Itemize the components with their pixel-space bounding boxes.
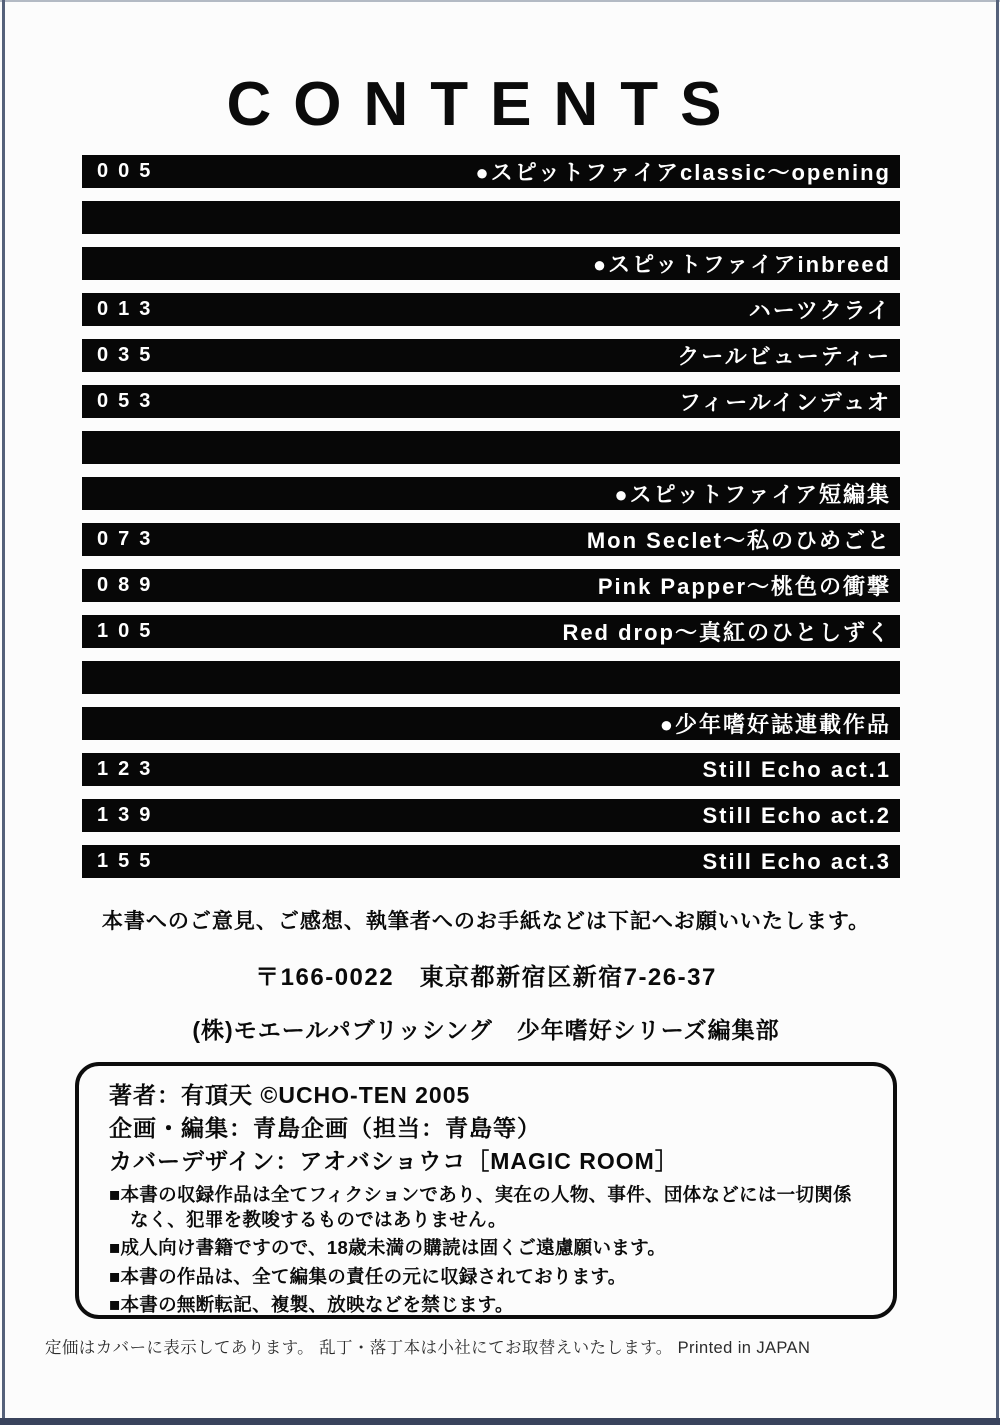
toc-page-number: 053: [97, 390, 161, 412]
table-of-contents: [82, 155, 900, 891]
toc-section-title: ●スピットファイア短編集: [614, 482, 891, 507]
toc-entry-title: Still Echo act.1: [702, 756, 891, 782]
feedback-note: 本書へのご意見、ご感想、執筆者へのお手紙などは下記へお願いいたします。: [101, 910, 871, 933]
toc-page-number: 005: [97, 160, 161, 182]
toc-entry-bar: [82, 615, 900, 648]
toc-entry-title: Still Echo act.3: [702, 848, 891, 874]
toc-entry-title: ●スピットファイアclassic〜opening: [475, 160, 891, 185]
toc-entry-bar: [82, 523, 900, 556]
toc-section-bar: [82, 247, 900, 280]
page-edge-left: [2, 0, 5, 1425]
toc-entry-bar: [82, 569, 900, 602]
toc-page-number: 013: [97, 298, 161, 320]
toc-entry-title: ハーツクライ: [748, 298, 891, 323]
disclaimer-notes: [109, 1183, 869, 1318]
toc-entry-bar: [82, 753, 900, 786]
toc-page-number: 089: [97, 574, 161, 596]
author-credit: 著者：有頂天 ©UCHO-TEN 2005: [109, 1082, 471, 1108]
toc-entry-title: Still Echo act.2: [702, 802, 891, 828]
toc-entry-bar: [82, 799, 900, 832]
toc-page-number: 139: [97, 804, 161, 826]
publisher-name: (株)モエールパブリッシング 少年嗜好シリーズ編集部: [192, 1017, 780, 1043]
disclaimer-note: ■成人向け書籍ですので、18歳未満の購読は固くご遠慮願います。: [109, 1237, 667, 1258]
toc-divider-bar: [82, 201, 900, 234]
page-edge-right: [996, 0, 999, 1425]
contact-block: [0, 905, 972, 1045]
toc-section-title: ●スピットファイアinbreed: [592, 252, 891, 277]
postal-address: 〒166-0022 東京都新宿区新宿7-26-37: [255, 964, 717, 991]
toc-entry-bar: [82, 293, 900, 326]
credits-box: [75, 1062, 897, 1319]
toc-entry-bar: [82, 385, 900, 418]
toc-page-number: 155: [97, 850, 161, 872]
toc-section-bar: [82, 707, 900, 740]
page-edge-bottom: [0, 1418, 1000, 1425]
disclaimer-note: ■本書の収録作品は全てフィクションであり、実在の人物、事件、団体などには一切関係なく、犯罪を教唆するものではありません。: [109, 1184, 852, 1230]
toc-entry-title: Red drop〜真紅のひとしずく: [562, 620, 891, 645]
toc-page-number: 123: [97, 758, 161, 780]
colophon-line: 定価はカバーに表示してあります。 乱丁・落丁本は小社にてお取替えいたします。 Printed in JAPAN: [45, 1339, 811, 1357]
toc-divider-bar: [82, 431, 900, 464]
toc-entry-bar: [82, 845, 900, 878]
toc-page-number: 105: [97, 620, 161, 642]
toc-entry-title: クールビューティー: [677, 344, 891, 369]
page-edge-top: [0, 0, 1000, 2]
toc-section-title: ●少年嗜好誌連載作品: [659, 712, 891, 737]
toc-entry-bar: [82, 339, 900, 372]
disclaimer-note: ■本書の作品は、全て編集の責任の元に収録されております。: [109, 1265, 627, 1287]
editing-credit: 企画・編集：青島企画（担当：青島等）: [109, 1115, 541, 1141]
toc-entry-title: Mon Seclet〜私のひめごと: [586, 528, 891, 553]
page-title: CONTENTS: [226, 70, 744, 139]
toc-entry-bar: [82, 155, 900, 188]
toc-page-number: 035: [97, 344, 161, 366]
toc-entry-title: フィールインデュオ: [678, 390, 891, 415]
toc-divider-bar: [82, 661, 900, 694]
toc-page-number: 073: [97, 528, 161, 550]
disclaimer-note: ■本書の無断転記、複製、放映などを禁じます。: [109, 1294, 514, 1315]
cover-design-credit: カバーデザイン：アオバショウコ［MAGIC ROOM］: [109, 1148, 679, 1174]
toc-section-bar: [82, 477, 900, 510]
toc-entry-title: Pink Papper〜桃色の衝撃: [597, 574, 891, 599]
